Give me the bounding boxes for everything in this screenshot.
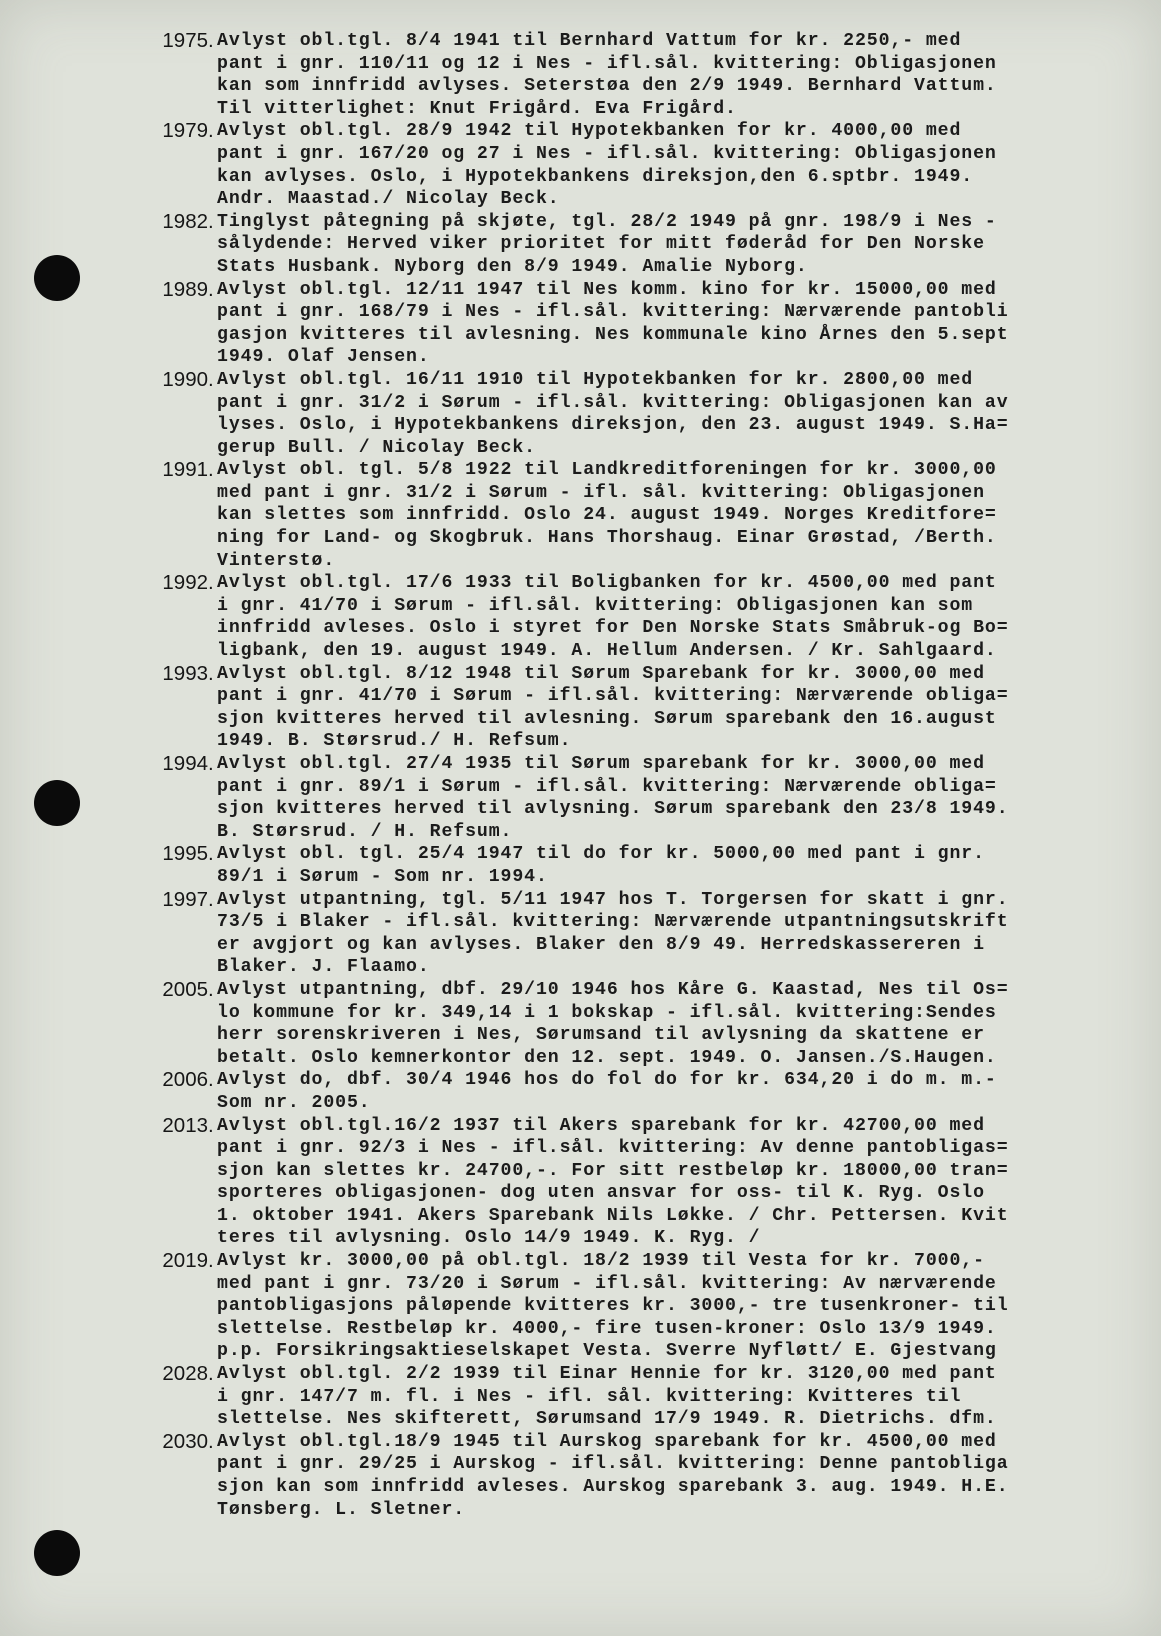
ledger-entry: 2019 . Avlyst kr. 3000,00 på obl.tgl. 18/2 1939 til Vesta for kr. 7000,- med pant i gnr. 73/20 i Sørum - ifl.sål. kvittering: Av nærværende pantobligasjons påløpende kvitteres kr. 3000,- tre tusenkroner- til slettelse. Restbeløp kr. 4000,- fire tusen-kroner: Oslo 13/9 1949. p.p. Forsikringsaktieselskapet Vesta. Sverre Nyfløtt/ E. Gjestvang [140,1250,1145,1363]
punch-hole [34,255,80,301]
ledger-entry: 2005 . Avlyst utpantning, dbf. 29/10 1946 hos Kåre G. Kaastad, Nes til Os= lo kommune for kr. 349,14 i 1 bokskap - ifl.sål. kvittering:Sendes herr sorenskriveren i Nes, Sørumsand til avlysning da skattene er betalt. Oslo kemnerkontor den 12. sept. 1949. O. Jansen./S.Haugen. [140,979,1145,1069]
entry-text: Avlyst obl.tgl. 16/11 1910 til Hypotekbanken for kr. 2800,00 med pant i gnr. 31/2 i Sørum - ifl.sål. kvittering: Obligasjonen kan av lyses. Oslo, i Hypotekbankens direksjon, den 23. august 1949. S.Ha= gerup Bull. / Nicolay Beck. [217,369,1009,458]
ledger-entry: 1991 . Avlyst obl. tgl. 5/8 1922 til Landkreditforeningen for kr. 3000,00 med pant i gnr. 31/2 i Sørum - ifl. sål. kvittering: Obligasjonen kan slettes som innfridd. Oslo 24. august 1949. Norges Kreditfore= ning for Land- og Skogbruk. Hans Thorshaug. Einar Grøstad, /Berth. Vinterstø. [140,459,1145,572]
ledger-entry: 1995 . Avlyst obl. tgl. 25/4 1947 til do for kr. 5000,00 med pant i gnr. 89/1 i Sørum - Som nr. 1994. [140,843,1145,888]
ledger-entry: 1989 . Avlyst obl.tgl. 12/11 1947 til Nes komm. kino for kr. 15000,00 med pant i gnr. 168/79 i Nes - ifl.sål. kvittering: Nærværende pantobli gasjon kvitteres til avlesning. Nes kommunale kino Årnes den 5.sept 1949. Olaf Jensen. [140,279,1145,369]
entry-number: 2013 [162,1113,208,1137]
ledger-entry: 1990 . Avlyst obl.tgl. 16/11 1910 til Hypotekbanken for kr. 2800,00 med pant i gnr. 31/2 i Sørum - ifl.sål. kvittering: Obligasjonen kan av lyses. Oslo, i Hypotekbankens direksjon, den 23. august 1949. S.Ha= gerup Bull. / Nicolay Beck. [140,369,1145,459]
entry-text: Avlyst obl.tgl. 8/4 1941 til Bernhard Vattum for kr. 2250,- med pant i gnr. 110/11 og 12 i Nes - ifl.sål. kvittering: Obligasjonen kan som innfridd avlyses. Seterstøa den 2/9 1949. Bernhard Vattum. Til vitterlighet: Knut Frigård. Eva Frigård. [217,31,997,119]
entry-number: 1992 [162,571,208,595]
ledger-entry: 2006 . Avlyst do, dbf. 30/4 1946 hos do fol do for kr. 634,20 i do m. m.- Som nr. 2005. [140,1069,1145,1114]
entry-number: 1997 [162,887,208,911]
ledger-entry: 2028 . Avlyst obl.tgl. 2/2 1939 til Einar Hennie for kr. 3120,00 med pant i gnr. 147/7 m. fl. i Nes - ifl. sål. kvittering: Kvitteres til slettelse. Nes skifterett, Sørumsand 17/9 1949. R. Dietrichs. dfm. [140,1363,1145,1431]
punch-hole [34,780,80,826]
ledger-entry: 1997 . Avlyst utpantning, tgl. 5/11 1947 hos T. Torgersen for skatt i gnr. 73/5 i Blaker - ifl.sål. kvittering: Nærværende utpantningsutskrift er avgjort og kan avlyses. Blaker den 8/9 49. Herredskassereren i Blaker. J. Flaamo. [140,889,1145,979]
entry-text: Avlyst obl.tgl. 2/2 1939 til Einar Hennie for kr. 3120,00 med pant i gnr. 147/7 m. fl. i Nes - ifl. sål. kvittering: Kvitteres til slettelse. Nes skifterett, Sørumsand 17/9 1949. R. Dietrichs. dfm. [217,1364,997,1430]
entry-number: 1989 [162,277,208,301]
entry-text: Avlyst obl.tgl. 12/11 1947 til Nes komm. kino for kr. 15000,00 med pant i gnr. 168/79 i Nes - ifl.sål. kvittering: Nærværende pantobli gasjon kvitteres til avlesning. Nes kommunale kino Årnes den 5.sept 1949. Olaf Jensen. [217,279,1009,368]
entry-number: 2006 [162,1068,208,1092]
entry-text: Avlyst utpantning, tgl. 5/11 1947 hos T. Torgersen for skatt i gnr. 73/5 i Blaker - ifl.sål. kvittering: Nærværende utpantningsutskrift er avgjort og kan avlyses. Blaker den 8/9 49. Herredskassereren i Blaker. J. Flaamo. [217,889,1009,978]
ledger-entries [140,30,1145,1521]
entry-text: Avlyst obl.tgl. 8/12 1948 til Sørum Sparebank for kr. 3000,00 med pant i gnr. 41/70 i Sørum - ifl.sål. kvittering: Nærværende obliga= sjon kvitteres herved til avlesning. Sørum sparebank den 16.august 1949. B. Størsrud./ H. Refsum. [217,663,1009,752]
entry-text: Avlyst obl.tgl. 17/6 1933 til Boligbanken for kr. 4500,00 med pant i gnr. 41/70 i Sørum - ifl.sål. kvittering: Obligasjonen kan som innfridd avleses. Oslo i styret for Den Norske Stats Småbruk-og Bo= ligbank, den 19. august 1949. A. Hellum Andersen. / Kr. Sahlgaard. [217,573,1009,662]
entry-number: 1982 [162,209,208,233]
entry-text: Tinglyst påtegning på skjøte, tgl. 28/2 1949 på gnr. 198/9 i Nes - sålydende: Herved viker prioritet for mitt føderåd for Den Norske Stats Husbank. Nyborg den 8/9 1949. Amalie Nyborg. [217,211,997,277]
entry-text: Avlyst do, dbf. 30/4 1946 hos do fol do for kr. 634,20 i do m. m.- Som nr. 2005. [217,1070,997,1113]
entry-number: 2030 [162,1429,208,1453]
ledger-entry: 1992 . Avlyst obl.tgl. 17/6 1933 til Boligbanken for kr. 4500,00 med pant i gnr. 41/70 i Sørum - ifl.sål. kvittering: Obligasjonen kan som innfridd avleses. Oslo i styret for Den Norske Stats Småbruk-og Bo= ligbank, den 19. august 1949. A. Hellum Andersen. / Kr. Sahlgaard. [140,572,1145,662]
ledger-entry: 1979 . Avlyst obl.tgl. 28/9 1942 til Hypotekbanken for kr. 4000,00 med pant i gnr. 167/20 og 27 i Nes - ifl.sål. kvittering: Obligasjonen kan avlyses. Oslo, i Hypotekbankens direksjon,den 6.sptbr. 1949. Andr. Maastad./ Nicolay Beck. [140,120,1145,210]
entry-text: Avlyst obl. tgl. 5/8 1922 til Landkreditforeningen for kr. 3000,00 med pant i gnr. 31/2 i Sørum - ifl. sål. kvittering: Obligasjonen kan slettes som innfridd. Oslo 24. august 1949. Norges Kreditfore= ning for Land- og Skogbruk. Hans Thorshaug. Einar Grøstad, /Berth. Vinterstø. [217,460,997,571]
entry-text: Avlyst obl.tgl. 27/4 1935 til Sørum sparebank for kr. 3000,00 med pant i gnr. 89/1 i Sørum - ifl.sål. kvittering: Nærværende obliga= sjon kvitteres herved til avlysning. Sørum sparebank den 23/8 1949. B. Størsrud. / H. Refsum. [217,754,1009,842]
entry-text: Avlyst obl. tgl. 25/4 1947 til do for kr. 5000,00 med pant i gnr. 89/1 i Sørum - Som nr. 1994. [217,844,985,887]
entry-text: Avlyst obl.tgl.16/2 1937 til Akers sparebank for kr. 42700,00 med pant i gnr. 92/3 i Nes - ifl.sål. kvittering: Av denne pantobligas= sjon kan slettes kr. 24700,-. For sitt restbeløp kr. 18000,00 tran= sporteres obligasjonen- dog uten ansvar for oss- til K. Ryg. Oslo 1. oktober 1941. Akers Sparebank Nils Løkke. / Chr. Pettersen. Kvit teres til avlysning. Oslo 14/9 1949. K. Ryg. / [217,1115,1009,1249]
punch-hole [34,1530,80,1576]
entry-text: Avlyst obl.tgl. 28/9 1942 til Hypotekbanken for kr. 4000,00 med pant i gnr. 167/20 og 27 i Nes - ifl.sål. kvittering: Obligasjonen kan avlyses. Oslo, i Hypotekbankens direksjon,den 6.sptbr. 1949. Andr. Maastad./ Nicolay Beck. [217,121,997,210]
entry-number: 1994 [162,752,208,775]
ledger-entry: 2030 . Avlyst obl.tgl.18/9 1945 til Aurskog sparebank for kr. 4500,00 med pant i gnr. 29/25 i Aurskog - ifl.sål. kvittering: Denne pantobliga sjon kan som innfridd avleses. Aurskog sparebank 3. aug. 1949. H.E. Tønsberg. L. Sletner. [140,1431,1145,1521]
ledger-entry: 1982 . Tinglyst påtegning på skjøte, tgl. 28/2 1949 på gnr. 198/9 i Nes - sålydende: Herved viker prioritet for mitt føderåd for Den Norske Stats Husbank. Nyborg den 8/9 1949. Amalie Nyborg. [140,211,1145,279]
entry-number: 1975 [162,29,208,52]
ledger-entry: 2013 . Avlyst obl.tgl.16/2 1937 til Akers sparebank for kr. 42700,00 med pant i gnr. 92/3 i Nes - ifl.sål. kvittering: Av denne pantobligas= sjon kan slettes kr. 24700,-. For sitt restbeløp kr. 18000,00 tran= sporteres obligasjonen- dog uten ansvar for oss- til K. Ryg. Oslo 1. oktober 1941. Akers Sparebank Nils Løkke. / Chr. Pettersen. Kvit teres til avlysning. Oslo 14/9 1949. K. Ryg. / [140,1115,1145,1251]
entry-number: 1979 [162,119,208,143]
entry-number: 1990 [162,367,208,391]
ledger-entry: 1994 . Avlyst obl.tgl. 27/4 1935 til Sørum sparebank for kr. 3000,00 med pant i gnr. 89/1 i Sørum - ifl.sål. kvittering: Nærværende obliga= sjon kvitteres herved til avlysning. Sørum sparebank den 23/8 1949. B. Størsrud. / H. Refsum. [140,753,1145,843]
entry-text: Avlyst kr. 3000,00 på obl.tgl. 18/2 1939 til Vesta for kr. 7000,- med pant i gnr. 73/20 i Sørum - ifl.sål. kvittering: Av nærværende pantobligasjons påløpende kvitteres kr. 3000,- tre tusenkroner- til slettelse. Restbeløp kr. 4000,- fire tusen-kroner: Oslo 13/9 1949. p.p. Forsikringsaktieselskapet Vesta. Sverre Nyfløtt/ E. Gjestvang [217,1251,1009,1362]
ledger-entry: 1993 . Avlyst obl.tgl. 8/12 1948 til Sørum Sparebank for kr. 3000,00 med pant i gnr. 41/70 i Sørum - ifl.sål. kvittering: Nærværende obliga= sjon kvitteres herved til avlesning. Sørum sparebank den 16.august 1949. B. Størsrud./ H. Refsum. [140,663,1145,753]
entry-number: 2019 [162,1249,208,1273]
entry-number: 1995 [162,842,208,866]
entry-text: Avlyst utpantning, dbf. 29/10 1946 hos Kåre G. Kaastad, Nes til Os= lo kommune for kr. 349,14 i 1 bokskap - ifl.sål. kvittering:Sendes herr sorenskriveren i Nes, Sørumsand til avlysning da skattene er betalt. Oslo kemnerkontor den 12. sept. 1949. O. Jansen./S.Haugen. [217,979,1009,1068]
ledger-entry: 1975 . Avlyst obl.tgl. 8/4 1941 til Bernhard Vattum for kr. 2250,- med pant i gnr. 110/11 og 12 i Nes - ifl.sål. kvittering: Obligasjonen kan som innfridd avlyses. Seterstøa den 2/9 1949. Bernhard Vattum. Til vitterlighet: Knut Frigård. Eva Frigård. [140,30,1145,120]
entry-number: 1993 [162,661,208,685]
entry-text: Avlyst obl.tgl.18/9 1945 til Aurskog sparebank for kr. 4500,00 med pant i gnr. 29/25 i Aurskog - ifl.sål. kvittering: Denne pantobliga sjon kan som innfridd avleses. Aurskog sparebank 3. aug. 1949. H.E. Tønsberg. L. Sletner. [217,1431,1009,1520]
entry-number: 2028 [162,1362,208,1386]
entry-number: 2005 [162,977,208,1001]
entry-number: 1991 [162,458,208,482]
